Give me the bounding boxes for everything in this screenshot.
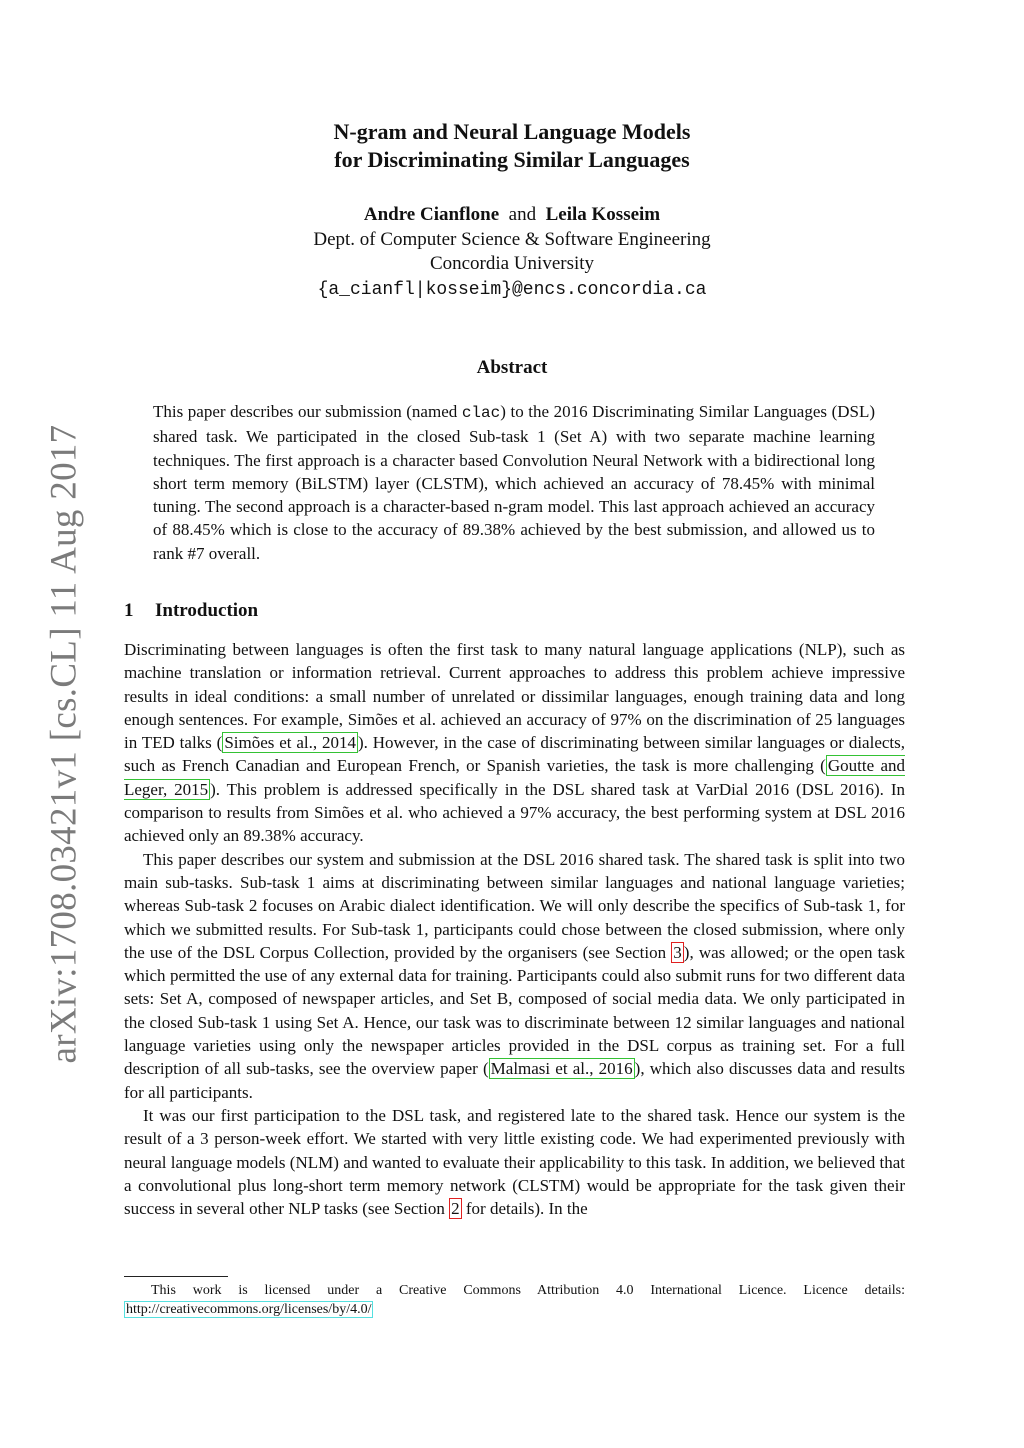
affiliation-dept: Dept. of Computer Science & Software Engineering [313, 229, 711, 250]
text-run: ). However, in the case of discriminating between similar languages or dialects, such as French Canadian and European French, or Spanish varieties, the task is more challenging ( [124, 733, 905, 776]
text-run: ), was allowed; or the open task which permitted the use of any external data for training. Participants could also submit runs for two different data sets: Set A, composed of newspaper articles, and Set B, composed of social media data. We only participated in the closed Sub-task 1 using Set A. Hence, our task was to discriminate between 12 similar languages and national language varieties using only the newspaper articles provided in the DSL corpus as training set. For a full description of all sub-tasks, see the overview paper ( [124, 942, 906, 1079]
paragraph [124, 1104, 905, 1220]
section-ref-link[interactable]: 3 [673, 942, 682, 962]
introduction-body [124, 638, 905, 1220]
text-run: This paper describes our system and submission at the DSL 2016 shared task. The shared task is split into two main sub-tasks. Sub-task 1 aims at discriminating between similar languages and national language varieties; whereas Sub-task 2 focuses on Arabic dialect identification. We will only describe the specifics of Sub-task 1, for which we submitted results. For Sub-task 1, participants could chose between the closed submission, where only the use of the DSL Corpus Collection, provided by the organisers (see Section [124, 849, 905, 962]
citation-link[interactable]: Simões et al., 2014 [224, 733, 356, 753]
abstract-heading: Abstract [476, 357, 548, 378]
abstract-text [153, 400, 875, 565]
footnote-rule [124, 1276, 228, 1277]
citation-link[interactable]: Malmasi et al., 2016 [490, 1059, 633, 1079]
affiliation-university: Concordia University [429, 253, 595, 274]
text-run: ). This problem is addressed specifically in the DSL shared task at VarDial 2016 (DSL 2016). In comparison to results from Simões et al. who achieved a 97% accuracy, the best performing system at DSL 2016 achieved only an 89.38% accuracy. [124, 779, 905, 846]
paragraph [124, 848, 905, 1104]
section-title: Introduction [155, 600, 259, 621]
licence-url-link[interactable]: http://creativecommons.org/licenses/by/4.0/ [126, 1302, 372, 1317]
text-run: for details). In the [461, 1199, 588, 1219]
author-connector: and [508, 204, 537, 225]
abstract-code: clac [461, 404, 501, 422]
text-run: Discriminating between languages is often the first task to many natural language applications (NLP), such as machine translation or information retrieval. Current approaches to address this problem achieve impressive results in ideal conditions: a small number of unrelated or dissimilar languages, enough training data and long enough sentences. For example, Simões et al. achieved an accuracy of 97% on the discrimination of 25 languages in TED talks ( [124, 640, 905, 753]
abstract-part: This paper describes our submission (named [153, 402, 462, 421]
arxiv-identifier: arXiv:1708.03421v1 [cs.CL] 11 Aug 2017 [43, 424, 85, 1064]
author-1: Andre Cianflone [363, 204, 500, 225]
paper-title-line2: for Discriminating Similar Languages [334, 147, 690, 172]
text-run: It was our first participation to the DSL task, and registered late to the shared task. Hence our system is the result of a 3 person-week effort. We started with very little existing code. We had experimented previously with neural language models (NLM) and wanted to evaluate their applicability to this task. In addition, we believed that a convolutional plus long-short term memory network (CLSTM) would be appropriate for the task given their success in several other NLP tasks (see Section [124, 1105, 905, 1219]
citation-link[interactable]: Goutte and Leger, 2015 [124, 756, 905, 799]
paper-title-line1: N-gram and Neural Language Models [333, 119, 691, 144]
section-heading [124, 600, 258, 622]
paragraph [124, 638, 905, 848]
section-ref-link[interactable]: 2 [451, 1199, 460, 1219]
email-text: {a_cianfl|kosseim}@encs.concordia.ca [317, 280, 707, 300]
abstract-part: ) to the 2016 Discriminating Similar Languages (DSL) shared task. We participated in the closed Sub-task 1 (Set A) with two separate machine learning techniques. The first approach is a character based Convolution Neural Network with a bidirectional long short term memory (BiLSTM) layer (CLSTM), which achieved an accuracy of 78.45% with minimal tuning. The second approach is a character-based n-gram model. This last approach achieved an accuracy of 88.45% which is close to the accuracy of 89.38% achieved by the best submission, and allowed us to rank #7 overall. [153, 402, 876, 563]
section-number: 1 [124, 600, 134, 621]
author-line [0, 203, 1024, 227]
footnote-text: This work is licensed under a Creative Commons Attribution 4.0 International Licence. Licence details: [151, 1283, 905, 1298]
author-email [0, 277, 1024, 302]
author-2: Leila Kosseim [545, 204, 661, 225]
footnote [124, 1281, 905, 1319]
text-run: ), which also discusses data and results for all participants. [124, 1059, 905, 1102]
